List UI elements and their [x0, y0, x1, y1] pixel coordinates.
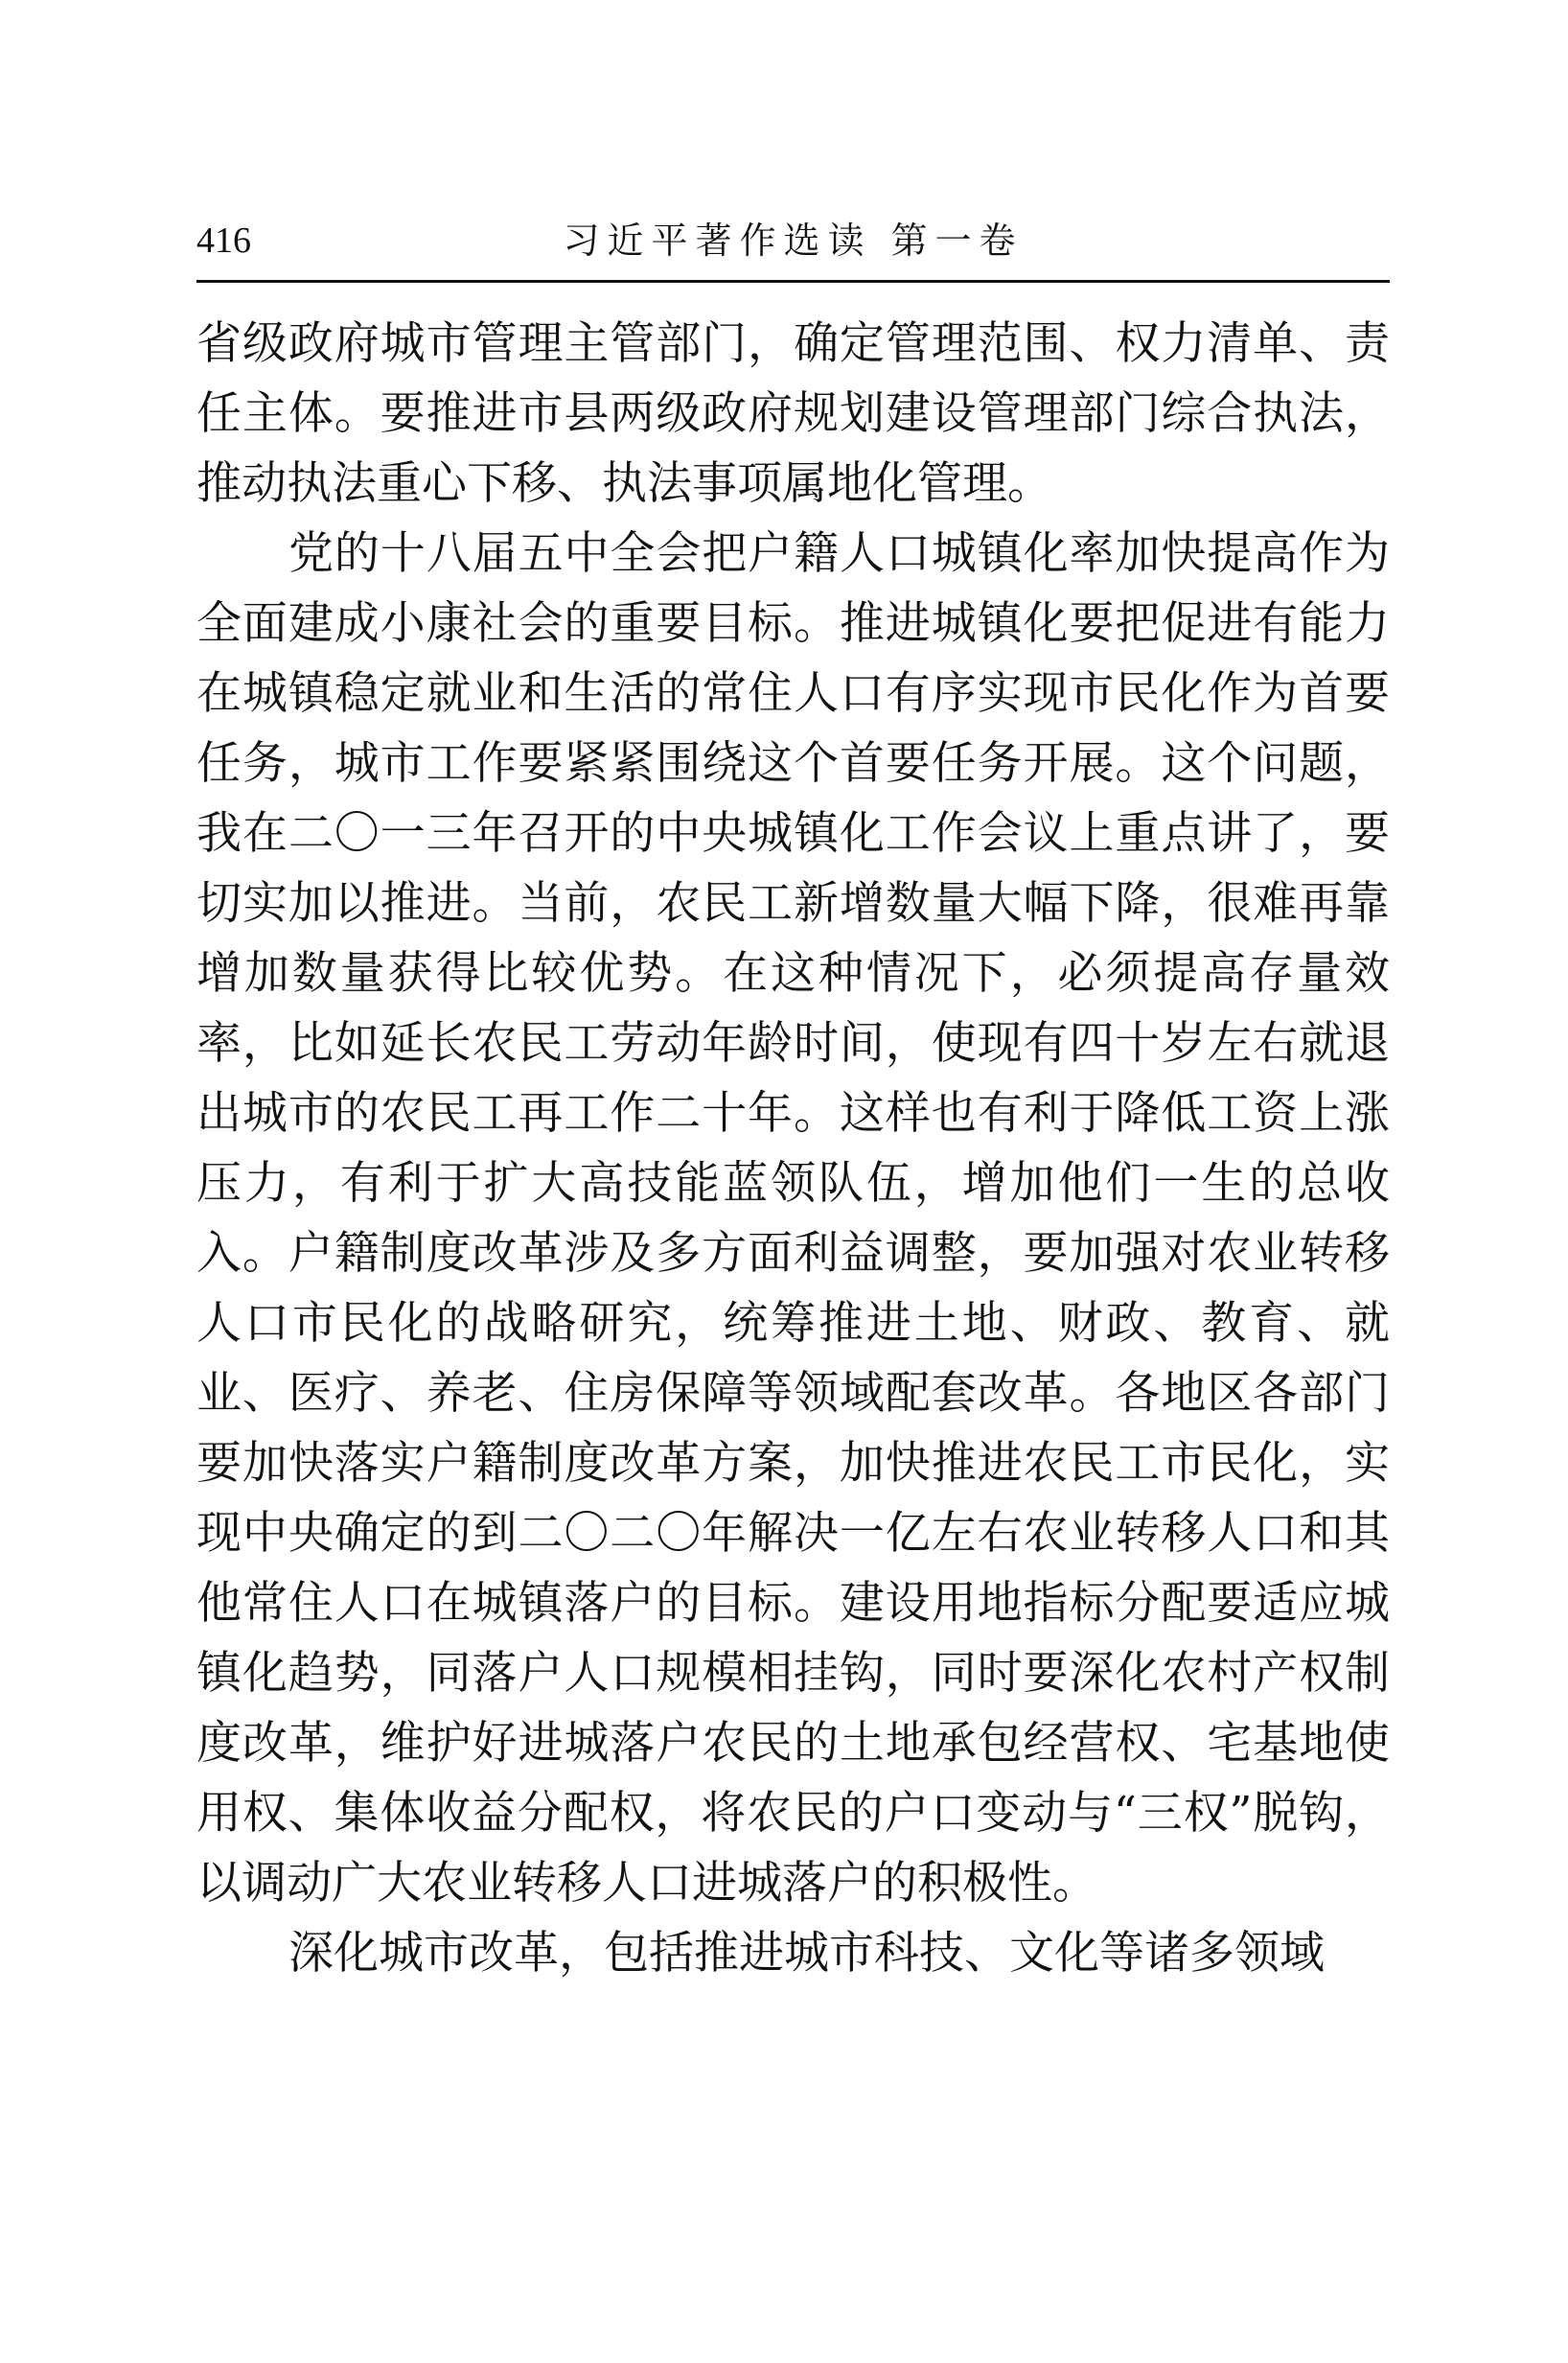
running-title: 习近平著作选读 第一卷: [563, 220, 1024, 262]
header-rule: [196, 280, 1390, 283]
body-text: [196, 309, 1390, 1988]
paragraph-urbanization: 党的十八届五中全会把户籍人口城镇化率加快提高作为全面建成小康社会的重要目标。推进城镇化要把促进有能力在城镇稳定就业和生活的常住人口有序实现市民化作为首要任务，城市工作要紧紧围绕这个首要任务开展。这个问题，我在二〇一三年召开的中央城镇化工作会议上重点讲了，要切实加以推进。当前，农民工新增数量大幅下降，很难再靠增加数量获得比较优势。在这种情况下，必须提高存量效率，比如延长农民工劳动年龄时间，使现有四十岁左右就退出城市的农民工再工作二十年。这样也有利于降低工资上涨压力，有利于扩大高技能蓝领队伍，增加他们一生的总收入。户籍制度改革涉及多方面利益调整，要加强对农业转移人口市民化的战略研究，统筹推进土地、财政、教育、就业、医疗、养老、住房保障等领域配套改革。各地区各部门要加快落实户籍制度改革方案，加快推进农民工市民化，实现中央确定的到二〇二〇年解决一亿左右农业转移人口和其他常住人口在城镇落户的目标。建设用地指标分配要适应城镇化趋势，同落户人口规模相挂钩，同时要深化农村产权制度改革，维护好进城落户农民的土地承包经营权、宅基地使用权、集体收益分配权，将农民的户口变动与“三权”脱钩，以调动广大农业转移人口进城落户的积极性。: [196, 527, 1390, 1910]
page-number: 416: [196, 220, 251, 261]
page-header: [196, 219, 1390, 276]
paragraph-continued: 省级政府城市管理主管部门，确定管理范围、权力清单、责任主体。要推进市县两级政府规划建设管理部门综合执法，推动执法重心下移、执法事项属地化管理。: [196, 317, 1390, 510]
paragraph-city-reform: 深化城市改革，包括推进城市科技、文化等诸多领域: [288, 1927, 1325, 1980]
